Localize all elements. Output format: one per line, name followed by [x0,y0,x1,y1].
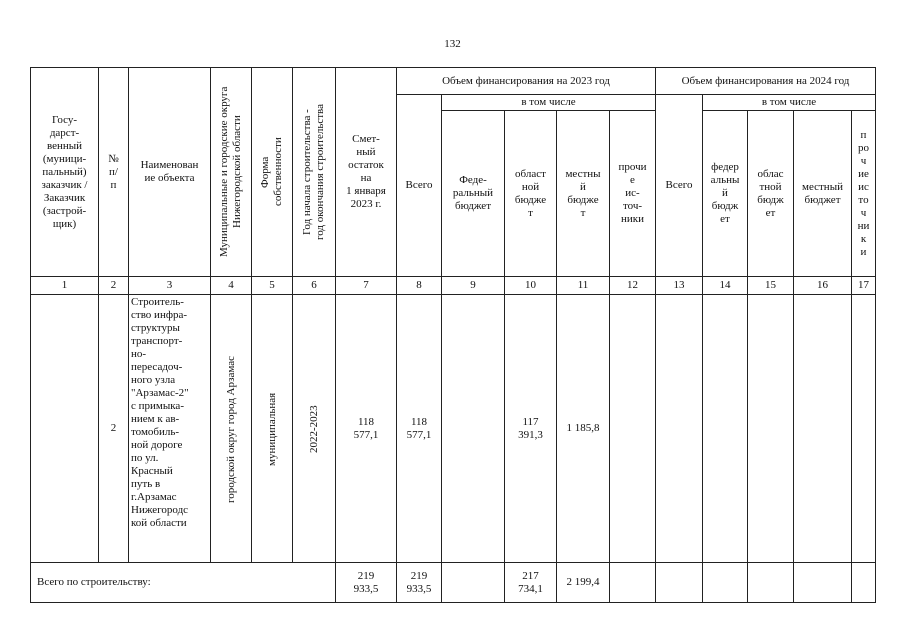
column-number: 9 [442,277,505,295]
header-total-2023: Всего [397,95,442,277]
column-number: 15 [748,277,794,295]
header-ownership: Форма собственности [252,68,293,277]
total-2024-cell [656,295,703,563]
total-other-2024 [852,563,876,603]
column-number: 3 [129,277,211,295]
total-local-2023: 2 199,4 [557,563,610,603]
header-customer: Госу- дарст- венный (муници- пальный) заказчик / Заказчик (застрой- щик) [31,68,99,277]
balance-cell: 118 577,1 [336,295,397,563]
column-number: 6 [293,277,336,295]
header-local-2023: местны й бюдже т [557,111,610,277]
header-including-2024: в том числе [703,95,876,111]
regional-2024-cell [748,295,794,563]
total-balance: 219 933,5 [336,563,397,603]
column-number: 13 [656,277,703,295]
header-total-2024: Всего [656,95,703,277]
object-name: Строитель- ство инфра- структуры транспорт- но- пересадоч- ного узла "Арзамас-2" с примыка- нием к ав- томобиль- ной дороге по ул. Красный путь в г.Арзамас Нижегородс кой области [129,295,211,563]
column-number: 17 [852,277,876,295]
row-number: 2 [99,295,129,563]
header-regional-2024: облас тной бюдж ет [748,111,794,277]
column-number-row [31,277,876,295]
column-number: 11 [557,277,610,295]
federal-2023-cell [442,295,505,563]
total-local-2024 [794,563,852,603]
other-2024-cell [852,295,876,563]
local-2023-cell: 1 185,8 [557,295,610,563]
column-number: 5 [252,277,293,295]
column-number: 1 [31,277,99,295]
header-number: № п/ п [99,68,129,277]
total-row [31,563,876,603]
municipality-cell: городской округ город Арзамас [211,295,252,563]
header-other-2023: прочи е ис- точ- ники [610,111,656,277]
federal-2024-cell [703,295,748,563]
page-number: 132 [444,38,461,50]
header-balance: Смет- ный остаток на 1 января 2023 г. [336,68,397,277]
years-cell: 2022-2023 [293,295,336,563]
customer-cell [31,295,99,563]
header-years: Год начала строительства - год окончания строительства [293,68,336,277]
header-federal-2023: Феде- ральный бюджет [442,111,505,277]
column-number: 10 [505,277,557,295]
column-number: 4 [211,277,252,295]
column-number: 16 [794,277,852,295]
header-financing-2024: Объем финансирования на 2024 год [656,68,876,95]
table-row [31,295,876,563]
ownership-cell: муниципальная [252,295,293,563]
total-label: Всего по строительству: [31,563,336,603]
total-2023: 219 933,5 [397,563,442,603]
header-including-2023: в том числе [442,95,656,111]
header-municipality: Муниципальные и городские округа Нижегородской области [211,68,252,277]
header-local-2024: местный бюджет [794,111,852,277]
construction-financing-table [30,67,876,603]
header-object-name: Наименован ие объекта [129,68,211,277]
local-2024-cell [794,295,852,563]
header-other-2024: п ро ч ие ис то ч ни к и [852,111,876,277]
total-2023-cell: 118 577,1 [397,295,442,563]
header-federal-2024: федер альны й бюдж ет [703,111,748,277]
header-financing-2023: Объем финансирования на 2023 год [397,68,656,95]
other-2023-cell [610,295,656,563]
regional-2023-cell: 117 391,3 [505,295,557,563]
column-number: 12 [610,277,656,295]
column-number: 7 [336,277,397,295]
header-regional-2023: област ной бюдже т [505,111,557,277]
column-number: 2 [99,277,129,295]
total-other-2023 [610,563,656,603]
column-number: 8 [397,277,442,295]
total-regional-2024 [748,563,794,603]
total-regional-2023: 217 734,1 [505,563,557,603]
total-federal-2023 [442,563,505,603]
total-federal-2024 [703,563,748,603]
column-number: 14 [703,277,748,295]
total-2024 [656,563,703,603]
